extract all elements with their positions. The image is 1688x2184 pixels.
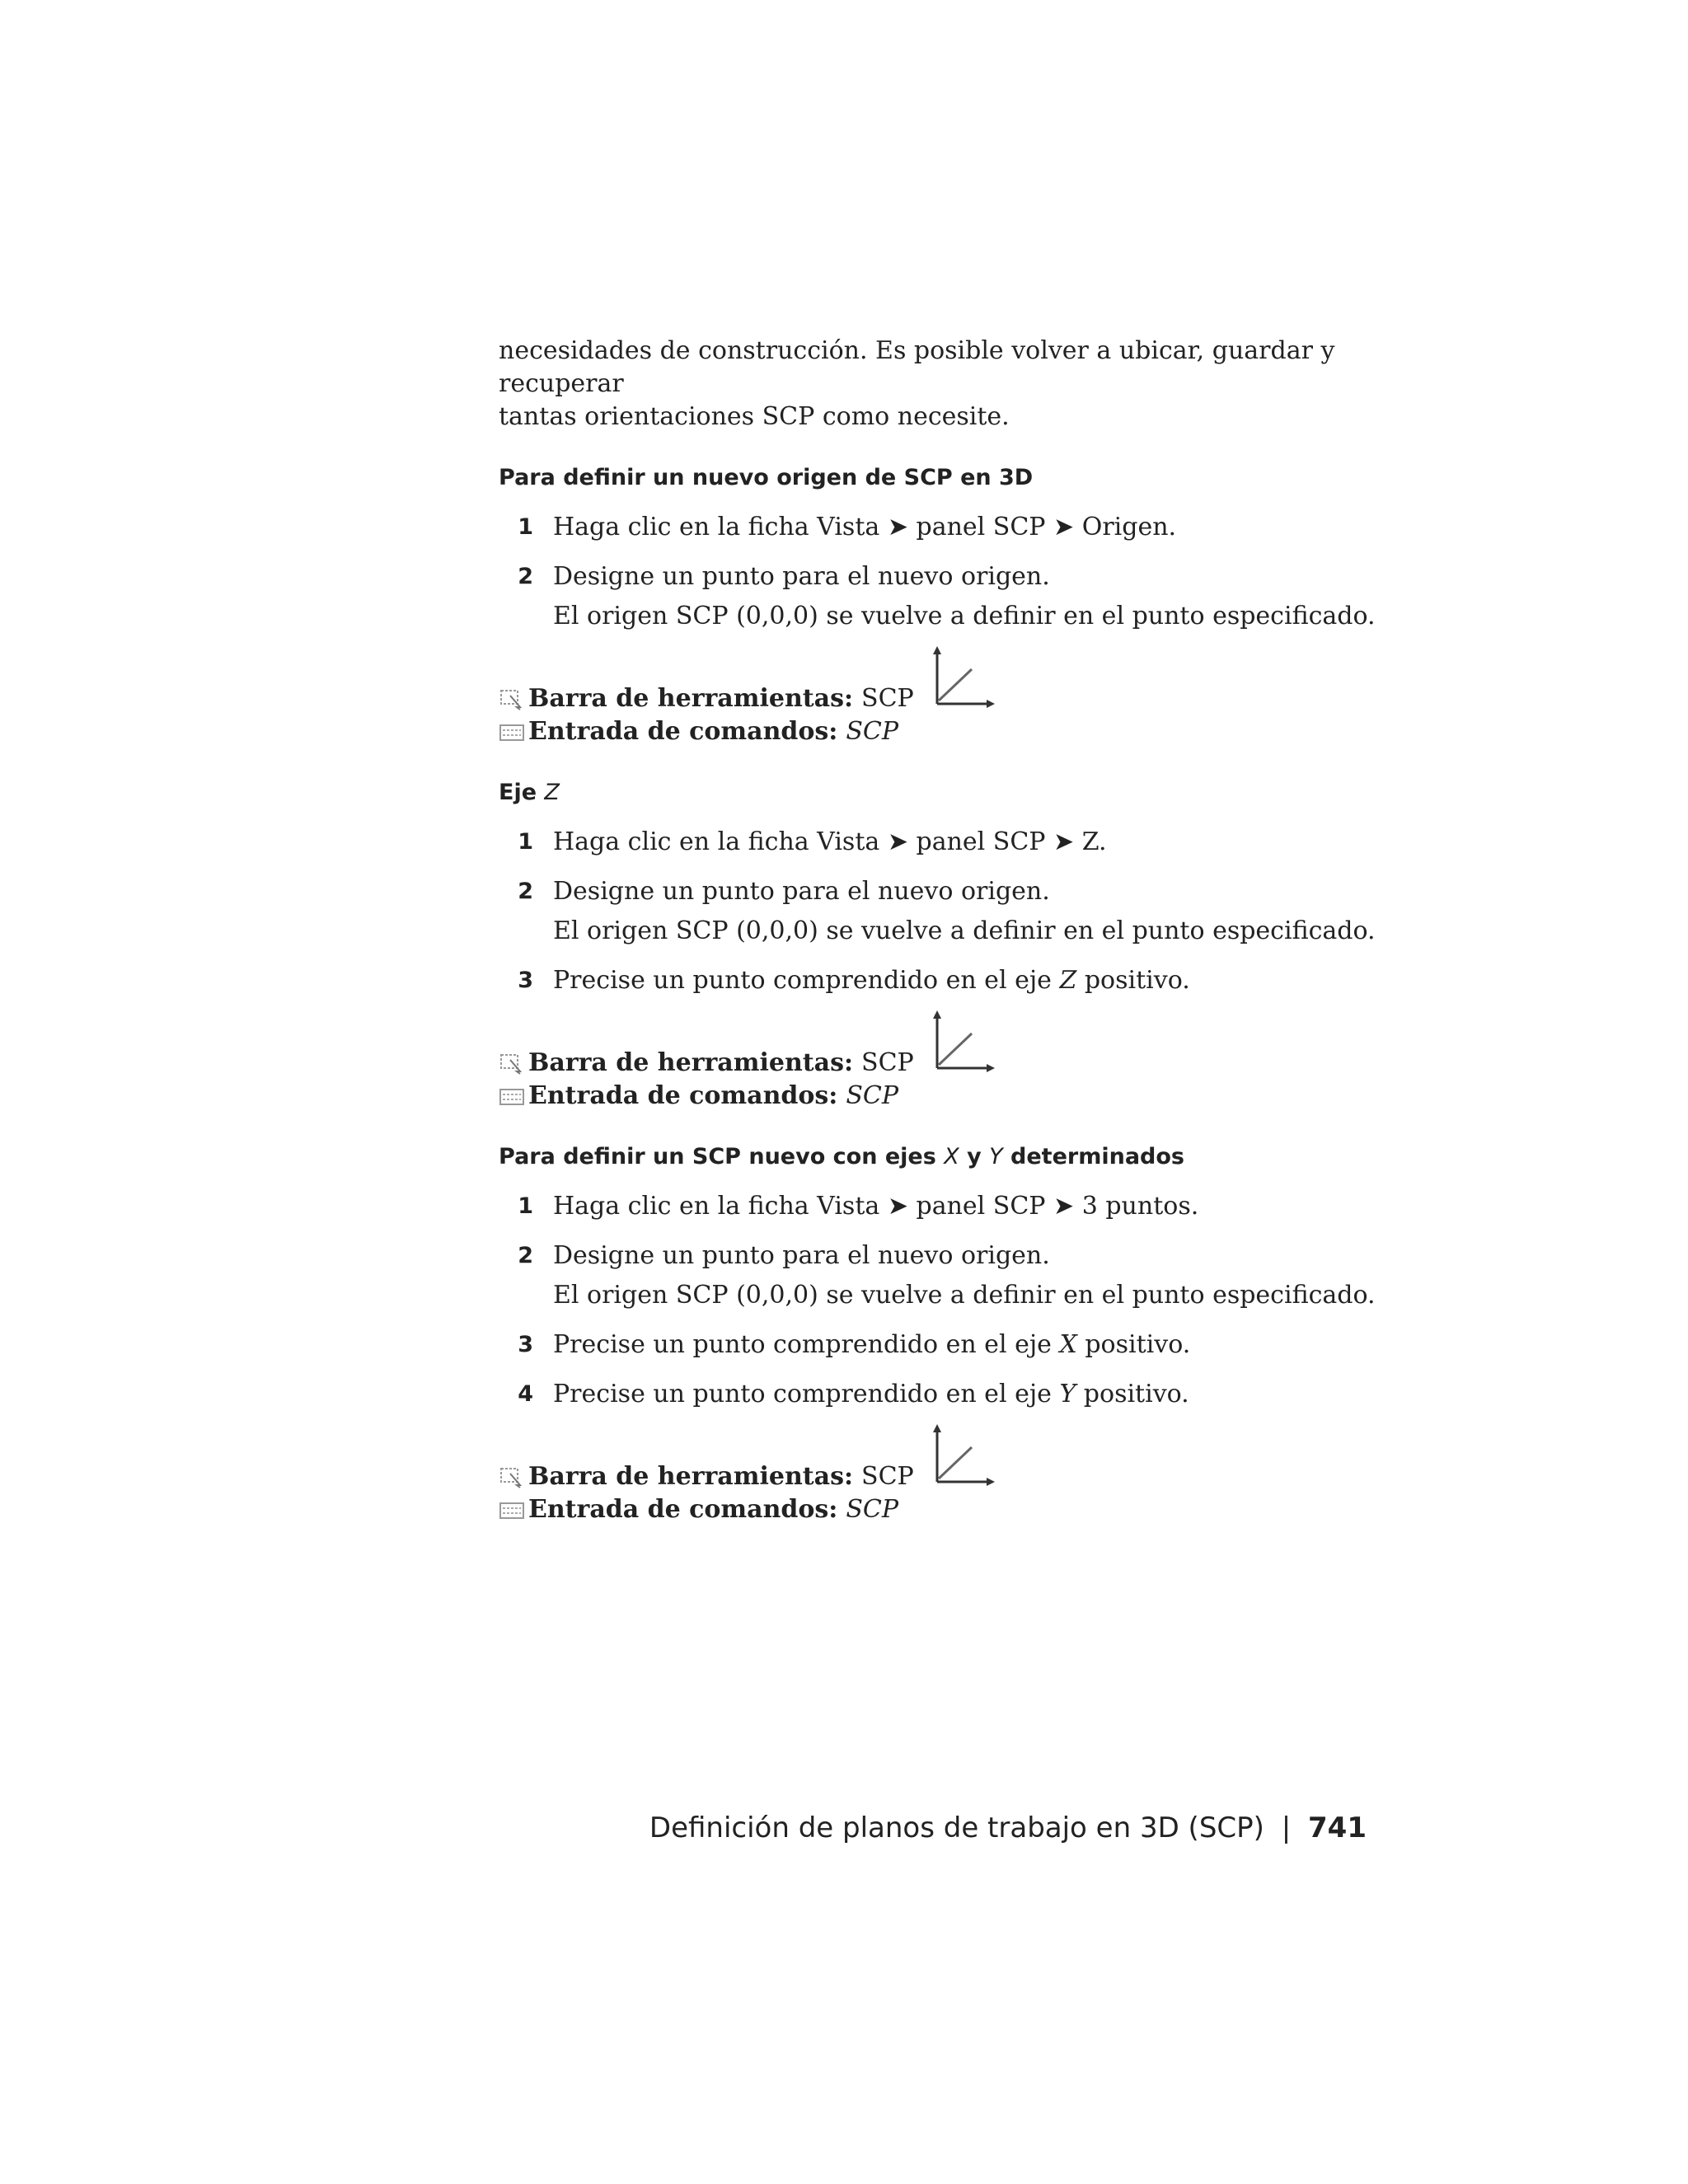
step-result: El origen SCP (0,0,0) se vuelve a definir en el punto especificado. xyxy=(553,602,1376,630)
step-item xyxy=(499,1190,1414,1223)
step-text: Haga clic en la ficha Vista ➤ panel SCP ➤ 3 puntos. xyxy=(553,1192,1199,1221)
access-block xyxy=(499,1460,1414,1526)
ucs-axes-icon xyxy=(929,1009,996,1076)
step-number: 2 xyxy=(518,879,533,904)
page-content xyxy=(499,335,1414,1526)
keyboard-icon xyxy=(499,1498,525,1521)
step-item xyxy=(499,560,1414,633)
arrow-right-icon: ➤ xyxy=(1053,827,1075,856)
step-text: Designe un punto para el nuevo origen. El origen SCP (0,0,0) se vuelve a definir en el punto especificado. xyxy=(553,875,1414,948)
ucs-axes-icon xyxy=(929,644,996,712)
step-text: Precise un punto comprendido en el eje Y positivo. xyxy=(553,1380,1189,1408)
step-item xyxy=(499,511,1414,544)
command-value: SCP xyxy=(846,717,899,746)
step-item xyxy=(499,964,1414,997)
toolbar-icon xyxy=(499,1052,525,1075)
toolbar-icon xyxy=(499,687,525,710)
step-item xyxy=(499,1240,1414,1312)
arrow-right-icon: ➤ xyxy=(1053,513,1075,541)
step-item xyxy=(499,1378,1414,1411)
command-access-row xyxy=(499,715,1414,748)
steps-origin xyxy=(499,511,1414,633)
section-heading-xy-axes: Para definir un SCP nuevo con ejes X y Y determinados xyxy=(499,1144,1184,1169)
step-result: El origen SCP (0,0,0) se vuelve a definir en el punto especificado. xyxy=(553,1281,1376,1310)
toolbar-label: Barra de herramientas: xyxy=(528,1462,854,1491)
arrow-right-icon: ➤ xyxy=(887,827,908,856)
command-label: Entrada de comandos: xyxy=(528,1081,838,1110)
toolbar-icon xyxy=(499,1465,525,1488)
command-label: Entrada de comandos: xyxy=(528,717,838,746)
step-item xyxy=(499,826,1414,859)
step-number: 3 xyxy=(518,968,533,993)
footer-separator: | xyxy=(1281,1811,1292,1844)
toolbar-access-row xyxy=(499,1047,1414,1080)
toolbar-value: SCP xyxy=(861,684,914,713)
toolbar-label: Barra de herramientas: xyxy=(528,1048,854,1077)
command-value: SCP xyxy=(846,1495,899,1524)
page-footer xyxy=(649,1811,1367,1844)
toolbar-label: Barra de herramientas: xyxy=(528,684,854,713)
access-block xyxy=(499,682,1414,748)
section-heading-z-axis: Eje Z xyxy=(499,780,560,805)
arrow-right-icon: ➤ xyxy=(1053,1192,1075,1221)
step-text: Haga clic en la ficha Vista ➤ panel SCP ➤ Origen. xyxy=(553,513,1177,541)
toolbar-access-row xyxy=(499,1460,1414,1493)
ucs-axes-icon xyxy=(929,1422,996,1490)
intro-line-2: tantas orientaciones SCP como necesite. xyxy=(499,402,1010,431)
step-text: Precise un punto comprendido en el eje X positivo. xyxy=(553,1330,1191,1359)
footer-title: Definición de planos de trabajo en 3D (SCP) xyxy=(649,1811,1264,1844)
steps-z-axis xyxy=(499,826,1414,997)
command-value: SCP xyxy=(846,1081,899,1110)
step-text: Designe un punto para el nuevo origen. El origen SCP (0,0,0) se vuelve a definir en el punto especificado. xyxy=(553,560,1414,633)
step-number: 2 xyxy=(518,564,533,589)
keyboard-icon xyxy=(499,720,525,743)
step-number: 3 xyxy=(518,1332,533,1357)
step-item xyxy=(499,875,1414,948)
step-number: 4 xyxy=(518,1381,533,1407)
step-text: Precise un punto comprendido en el eje Z positivo. xyxy=(553,966,1190,995)
toolbar-value: SCP xyxy=(861,1048,914,1077)
step-item xyxy=(499,1329,1414,1361)
command-access-row xyxy=(499,1493,1414,1526)
keyboard-icon xyxy=(499,1085,525,1108)
toolbar-access-row xyxy=(499,682,1414,715)
step-result: El origen SCP (0,0,0) se vuelve a definir en el punto especificado. xyxy=(553,916,1376,945)
section-heading-origin: Para definir un nuevo origen de SCP en 3D xyxy=(499,465,1034,490)
step-number: 1 xyxy=(518,1193,533,1219)
arrow-right-icon: ➤ xyxy=(887,513,908,541)
step-number: 2 xyxy=(518,1243,533,1268)
step-text: Haga clic en la ficha Vista ➤ panel SCP ➤ Z. xyxy=(553,827,1107,856)
steps-xy-axes xyxy=(499,1190,1414,1411)
page-number: 741 xyxy=(1308,1811,1367,1844)
access-block xyxy=(499,1047,1414,1113)
step-number: 1 xyxy=(518,829,533,855)
step-number: 1 xyxy=(518,514,533,540)
command-access-row xyxy=(499,1080,1414,1113)
intro-line-1: necesidades de construcción. Es posible volver a ubicar, guardar y recuperar xyxy=(499,336,1335,398)
command-label: Entrada de comandos: xyxy=(528,1495,838,1524)
intro-paragraph xyxy=(499,335,1414,434)
toolbar-value: SCP xyxy=(861,1462,914,1491)
arrow-right-icon: ➤ xyxy=(887,1192,908,1221)
step-text: Designe un punto para el nuevo origen. El origen SCP (0,0,0) se vuelve a definir en el punto especificado. xyxy=(553,1240,1414,1312)
